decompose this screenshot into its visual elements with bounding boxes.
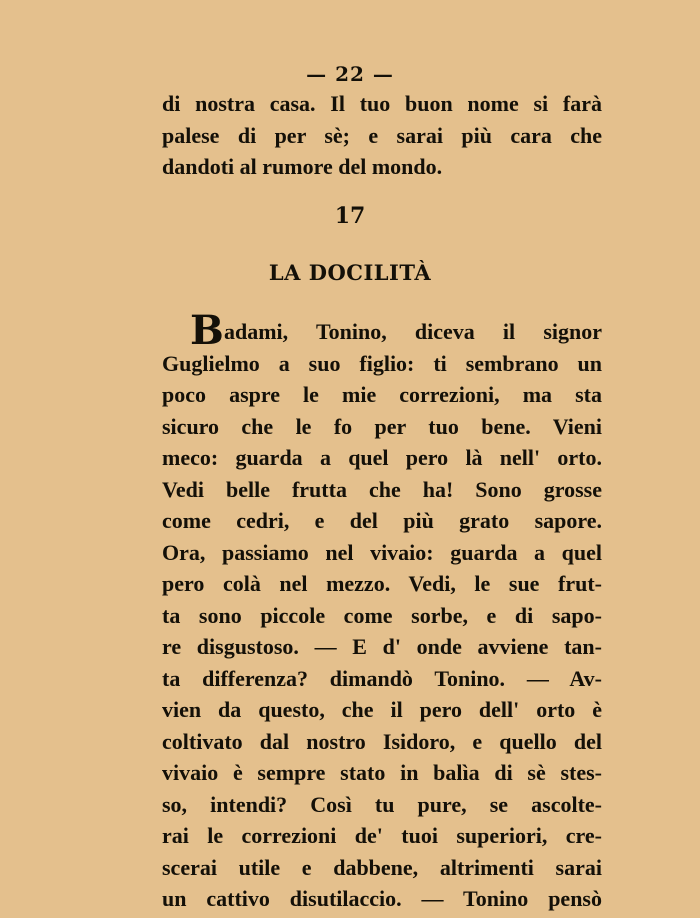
text-line: ta differenza? dimandò Tonino. — Av- <box>162 665 602 691</box>
text-line: di nostra casa. Il tuo buon nome si farà <box>162 91 602 116</box>
text-line: poco aspre le mie correzioni, ma sta <box>162 382 602 407</box>
page-number: — 22 — <box>306 62 394 86</box>
text-line: come cedri, e del più grato sapore. <box>162 508 602 533</box>
text-line: palese di per sè; e sarai più cara che <box>162 122 602 148</box>
text-line: pero colà nel mezzo. Vedi, le sue frut- <box>162 571 602 596</box>
first-line-text: adami, Tonino, diceva il signor <box>224 319 602 344</box>
continuation-text <box>162 88 602 183</box>
drop-cap: B <box>190 307 224 354</box>
text-line: dandoti al rumore del mondo. <box>162 154 443 179</box>
text-line: un cattivo disutilaccio. — Tonino pensò <box>162 886 602 911</box>
text-line: re disgustoso. — E d' onde avviene tan- <box>162 634 602 659</box>
section-title: LA DOCILITÀ <box>268 260 432 285</box>
text-line: Guglielmo a suo figlio: ti sembrano un <box>162 350 602 376</box>
text-line: rai le correzioni de' tuoi superiori, cre- <box>162 823 602 848</box>
text-line: coltivato dal nostro Isidoro, e quello del <box>162 728 602 754</box>
text-line: so, intendi? Così tu pure, se ascolte- <box>162 791 602 817</box>
text-line: meco: guarda a quel pero là nell' orto. <box>162 445 602 470</box>
text-line: vien da questo, che il pero dell' orto è <box>162 697 602 722</box>
text-line: ta sono piccole come sorbe, e di sapo- <box>162 602 602 628</box>
text-line: Vedi belle frutta che ha! Sono grosse <box>162 476 602 502</box>
text-line: scerai utile e dabbene, altrimenti sarai <box>162 854 602 880</box>
text-line-first <box>162 307 602 354</box>
text-line: Ora, passiamo nel vivaio: guarda a quel <box>162 539 602 565</box>
body-text <box>162 307 602 915</box>
section-number: 17 <box>334 203 366 229</box>
text-line: sicuro che le fo per tuo bene. Vieni <box>162 413 602 439</box>
text-line: vivaio è sempre stato in balìa di sè stes- <box>162 760 602 785</box>
